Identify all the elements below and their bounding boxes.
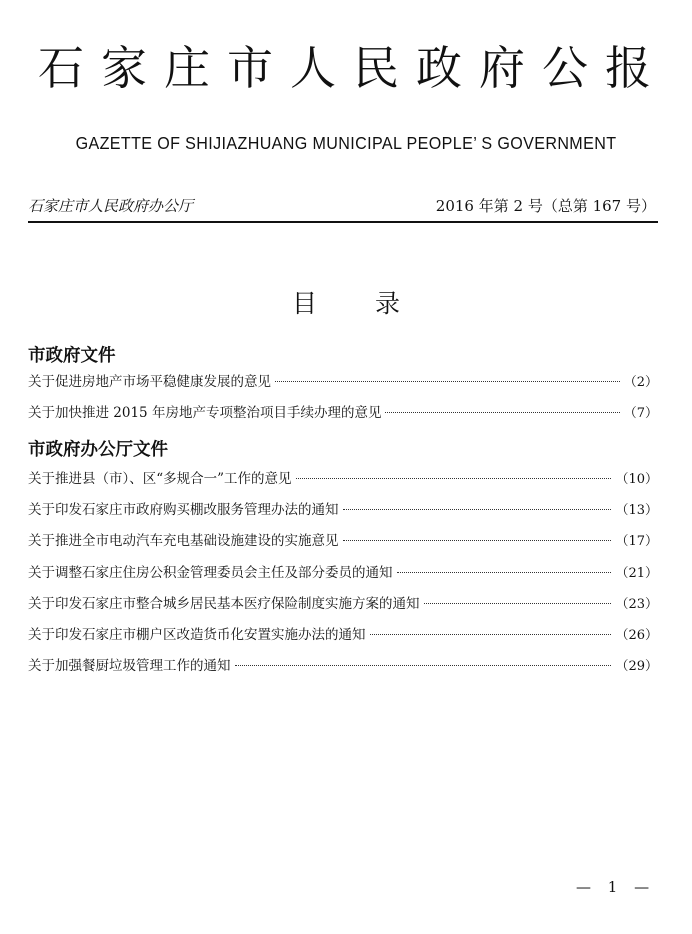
toc-entry-page: （10） <box>615 472 658 487</box>
dot-leader <box>397 571 612 573</box>
toc-entry-title: 关于印发石家庄市棚户区改造货币化安置实施办法的通知 <box>28 627 366 643</box>
toc-entry-page: （7） <box>623 406 658 421</box>
toc-entry-title: 关于加快推进 2015 年房地产专项整治项目手续办理的意见 <box>28 405 382 421</box>
toc-entry[interactable] <box>28 594 658 614</box>
toc-entry-title: 关于印发石家庄市政府购买棚改服务管理办法的通知 <box>28 502 339 518</box>
toc-entry[interactable] <box>28 372 658 392</box>
issue-bar <box>28 194 658 218</box>
toc-entry-page: （23） <box>615 597 658 612</box>
toc-entry[interactable] <box>28 500 658 520</box>
toc-entry-title: 关于推进全市电动汽车充电基础设施建设的实施意见 <box>28 533 339 549</box>
dot-leader <box>343 539 612 541</box>
toc-entry[interactable] <box>28 656 658 676</box>
toc-entry[interactable] <box>28 563 658 583</box>
section-heading: 市政府文件 <box>28 346 116 366</box>
toc-entry-page: （13） <box>615 503 658 518</box>
issuing-office: 石家庄市人民政府办公厅 <box>28 197 194 215</box>
toc-entry-title: 关于加强餐厨垃圾管理工作的通知 <box>28 658 231 674</box>
toc-entry-page: （29） <box>615 659 658 674</box>
toc-entry-title: 关于调整石家庄住房公积金管理委员会主任及部分委员的通知 <box>28 565 393 581</box>
toc-entry-page: （26） <box>615 628 658 643</box>
dot-leader <box>235 664 612 666</box>
masthead-subtitle: GAZETTE OF SHIJIAZHUANG MUNICIPAL PEOPLE’ S GOVERNMENT <box>75 133 617 153</box>
toc-entry-title: 关于推进县（市）、区“多规合一”工作的意见 <box>28 471 292 487</box>
toc-entry[interactable] <box>28 625 658 645</box>
toc-title: 目 录 <box>292 289 400 318</box>
masthead-title: 石家庄市人民政府公报 <box>38 41 668 95</box>
toc-entry-page: （2） <box>623 375 658 390</box>
dot-leader <box>343 508 612 510</box>
dot-leader <box>424 602 612 604</box>
page-folio: — 1 — <box>576 878 656 896</box>
toc-entry[interactable] <box>28 469 658 489</box>
toc-entry-title: 关于促进房地产市场平稳健康发展的意见 <box>28 374 271 390</box>
toc-entry[interactable] <box>28 531 658 551</box>
toc-entry[interactable] <box>28 403 658 423</box>
dot-leader <box>385 411 619 413</box>
toc-entry-page: （21） <box>615 566 658 581</box>
dot-leader <box>296 477 612 479</box>
section-heading: 市政府办公厅文件 <box>28 440 168 460</box>
header-rule <box>28 221 658 223</box>
toc-entry-title: 关于印发石家庄市整合城乡居民基本医疗保险制度实施方案的通知 <box>28 596 420 612</box>
toc-entry-page: （17） <box>615 534 658 549</box>
dot-leader <box>370 633 612 635</box>
dot-leader <box>275 380 620 382</box>
issue-number: 2016 年第 2 号（总第 167 号） <box>435 197 656 215</box>
